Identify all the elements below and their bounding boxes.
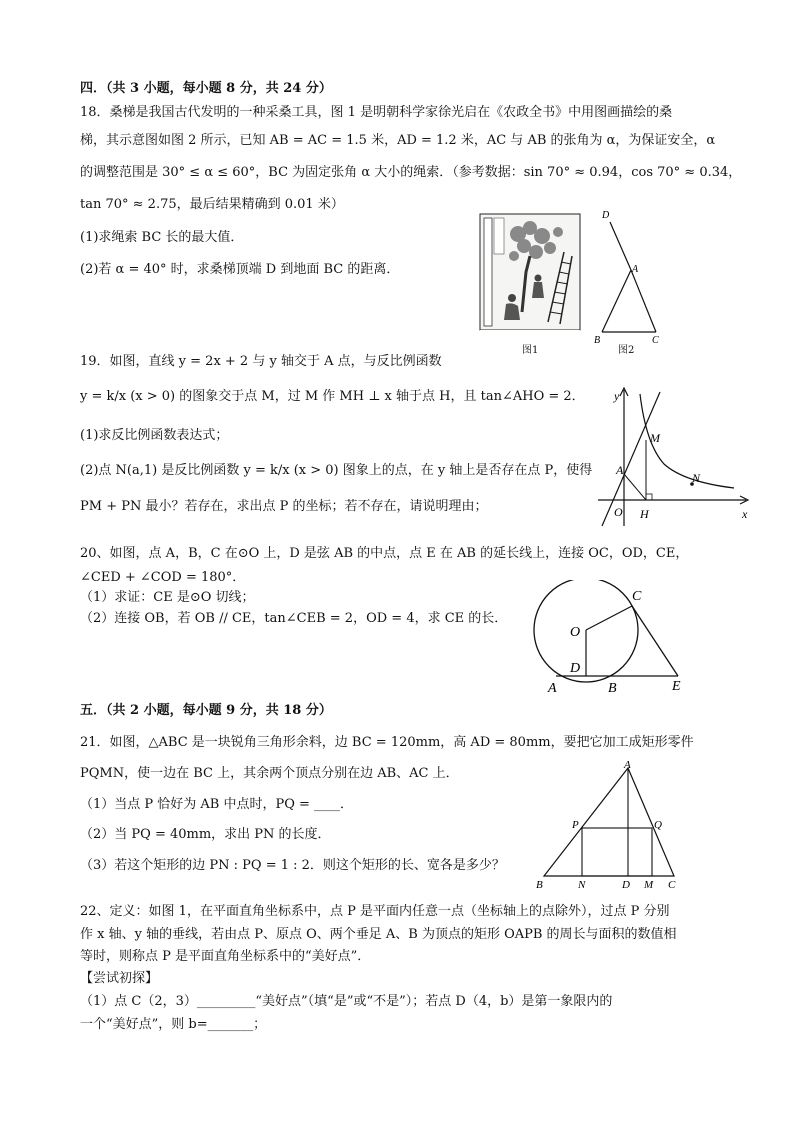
q19-line-1: 19．如图，直线 y = 2x + 2 与 y 轴交于 A 点，与反比例函数 <box>80 354 442 369</box>
circle-tangent-diagram <box>528 580 698 696</box>
q18-line-1: 18．桑梯是我国古代发明的一种采桑工具，图 1 是明朝科学家徐光启在《农政全书》中用图画描绘的桑 <box>80 105 673 120</box>
label-b: B <box>608 681 617 696</box>
axis-x-label: x <box>742 507 748 521</box>
q18-fig2-caption: 图2 <box>618 345 635 356</box>
triangle-rectangle-diagram <box>532 760 688 890</box>
q18-part-1: (1)求绳索 BC 长的最大值． <box>80 230 244 245</box>
label-a: A <box>624 760 631 771</box>
q20-line-1: 20、如图，点 A，B，C 在⊙O 上，D 是弦 AB 的中点，点 E 在 AB 的延长线上，连接 OC，OD，CE， <box>80 546 689 561</box>
label-n: N <box>578 879 586 890</box>
label-p: P <box>572 819 579 831</box>
label-h: H <box>640 507 649 521</box>
ladder-schematic <box>588 206 668 356</box>
q21-part-1: （1）当点 P 恰好为 AB 中点时，PQ = ____． <box>80 797 354 812</box>
q20-figure <box>528 580 698 696</box>
label-n: N <box>692 471 701 485</box>
q21-part-3: （3）若这个矩形的边 PN : PQ = 1 : 2．则这个矩形的长、宽各是多少？ <box>80 858 505 873</box>
label-m: M <box>650 431 660 445</box>
q19-part-2b: PM + PN 最小？若存在，求出点 P 的坐标；若不存在，请说明理由； <box>80 499 488 514</box>
label-d: D <box>622 879 630 890</box>
section-4-header: 四．（共 3 小题，每小题 8 分，共 24 分） <box>80 81 332 96</box>
q20-part-2: （2）连接 OB，若 OB // CE，tan∠CEB = 2，OD = 4，求 CE 的长． <box>80 611 508 626</box>
label-c: C <box>668 879 676 890</box>
label-a: A <box>548 681 557 696</box>
label-d: D <box>602 210 610 221</box>
q22-part-1b: 一个“美好点”，则 b=_______； <box>80 1017 267 1032</box>
q18-figure-1 <box>478 212 582 356</box>
q22-line-3: 等时，则称点 P 是平面直角坐标系中的“美好点”． <box>80 949 371 964</box>
q18-part-2: (2)若 α = 40° 时，求桑梯顶端 D 到地面 BC 的距离． <box>80 262 400 277</box>
q20-part-1: （1）求证：CE 是⊙O 切线； <box>80 590 255 605</box>
q18-fig1-caption: 图1 <box>522 345 539 356</box>
q20-line-2: ∠CED + ∠COD = 180°． <box>80 570 246 585</box>
label-c: C <box>652 335 659 346</box>
mulberry-ladder-illustration <box>478 212 582 344</box>
label-o: O <box>570 625 581 640</box>
q21-line-2: PQMN，使一边在 BC 上，其余两个顶点分别在边 AB、AC 上． <box>80 766 459 781</box>
q22-part-1: （1）点 C（2，3）_________“美好点”（填“是”或“不是”）；若点 D（4，b）是第一象限内的 <box>80 994 613 1009</box>
q19-part-2: (2)点 N(a,1) 是反比例函数 y = k/x (x > 0) 图象上的点，在 y 轴上是否存在点 P，使得 <box>80 463 593 478</box>
label-o: O <box>614 505 623 519</box>
q19-line-2: y = k/x (x > 0) 的图象交于点 M，过 M 作 MH ⊥ x 轴于点 H，且 tan∠AHO = 2． <box>80 389 585 404</box>
label-c: C <box>632 589 642 604</box>
q21-part-2: （2）当 PQ = 40mm，求出 PN 的长度． <box>80 827 331 842</box>
label-e: E <box>672 679 681 694</box>
label-m: M <box>644 879 654 890</box>
label-q: Q <box>654 819 662 831</box>
function-graph <box>594 384 754 530</box>
q19-part-1: (1)求反比例函数表达式； <box>80 428 229 443</box>
label-a: A <box>616 463 624 477</box>
label-b: B <box>594 335 601 346</box>
q21-figure <box>532 760 688 890</box>
q22-line-1: 22、定义：如图 1，在平面直角坐标系中，点 P 是平面内任意一点（坐标轴上的点除外），过点 P 分别 <box>80 904 670 919</box>
label-a: A <box>632 264 639 275</box>
q22-line-2: 作 x 轴、y 轴的垂线，若由点 P、原点 O、两个垂足 A、B 为顶点的矩形 OAPB 的周长与面积的数值相 <box>80 927 677 942</box>
q18-line-4: tan 70° ≈ 2.75，最后结果精确到 0.01 米） <box>80 197 344 212</box>
section-5-header: 五．（共 2 小题，每小题 9 分，共 18 分） <box>80 703 332 718</box>
q22-tag: 【尝试初探】 <box>80 971 159 986</box>
axis-y-label: y <box>614 389 620 403</box>
label-d: D <box>570 661 581 676</box>
q18-line-3: 的调整范围是 30° ≤ α ≤ 60°，BC 为固定张角 α 大小的绳索．（参考数据：sin 70° ≈ 0.94，cos 70° ≈ 0.34， <box>80 165 742 180</box>
q19-figure <box>594 384 754 530</box>
q21-line-1: 21．如图，△ABC 是一块锐角三角形余料，边 BC = 120mm，高 AD = 80mm，要把它加工成矩形零件 <box>80 735 694 750</box>
q18-line-2: 梯，其示意图如图 2 所示，已知 AB = AC = 1.5 米，AD = 1.2 米，AC 与 AB 的张角为 α，为保证安全，α <box>80 133 716 148</box>
q18-figure-2 <box>588 206 668 356</box>
label-b: B <box>536 879 543 890</box>
